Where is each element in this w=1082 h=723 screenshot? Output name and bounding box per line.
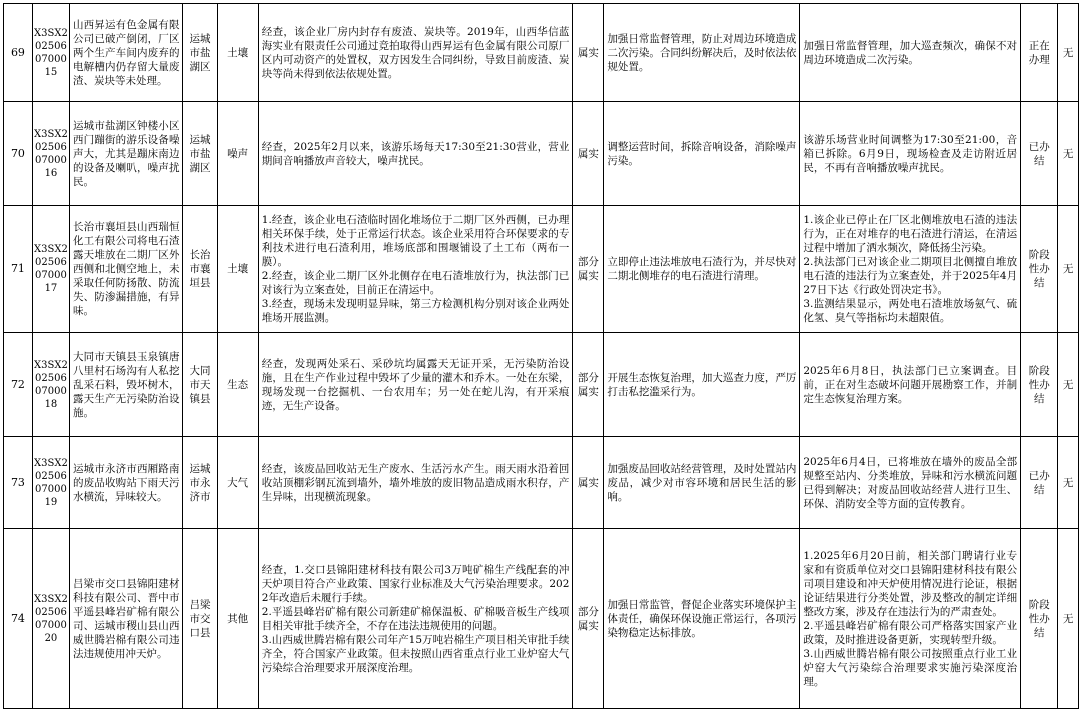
issue-text: 吕梁市交口县锦阳建材科技有限公司、晋中市平遥县峰岩矿棉有限公司、运城市稷山县山西威世腾岩棉有限公司违法违规使用冲天炉。 bbox=[70, 529, 183, 709]
measure-text: 加强日常监管，督促企业落实环境保护主体责任，确保环保设施正常运行，各项污染物稳定达标排放。 bbox=[604, 529, 800, 709]
case-code: X3SX2025060700020 bbox=[32, 529, 69, 709]
measure-text: 调整运营时间，拆除音响设备，消除噪声污染。 bbox=[604, 102, 800, 206]
area: 运城市永济市 bbox=[183, 437, 217, 529]
table-row bbox=[4, 102, 1079, 206]
case-code: X3SX2025060700018 bbox=[32, 333, 69, 437]
progress-text: 加强日常监督管理，加大巡查频次，确保不对周边环境造成二次污染。 bbox=[800, 4, 1021, 102]
category: 其他 bbox=[217, 529, 258, 709]
issue-text: 长治市襄垣县山西瑞恒化工有限公司将电石渣露天堆放在二期厂区外西侧和北侧空地上，未采取任何防扬散、防流失、防渗漏措施，有异味。 bbox=[70, 206, 183, 333]
accountability: 无 bbox=[1058, 206, 1079, 333]
verdict: 部分属实 bbox=[573, 529, 604, 709]
finding-text: 经查，该废品回收站无生产废水、生活污水产生。雨天雨水沿着回收站顶棚彩钢瓦流到墙外，墙外堆放的废旧物品造成雨水积存，产生异味，出现横流现象。 bbox=[258, 437, 573, 529]
category: 大气 bbox=[217, 437, 258, 529]
row-number: 71 bbox=[4, 206, 33, 333]
verdict: 部分属实 bbox=[573, 206, 604, 333]
accountability: 无 bbox=[1058, 437, 1079, 529]
verdict: 属实 bbox=[573, 4, 604, 102]
category: 噪声 bbox=[217, 102, 258, 206]
row-number: 73 bbox=[4, 437, 33, 529]
finding-text: 1.经查，该企业电石渣临时固化堆场位于二期厂区外西侧，已办理相关环保手续，处于正常运行状态。该企业采用符合环保要求的专利技术进行电石渣利用，堆场底部和围堰铺设了土工布（两布一膜）。 2.经查，该企业二期厂区外北侧存在电石渣堆放行为，执法部门已对该行为立案查处，目前正在清运中。 3.经查，现场未发现明显异味，第三方检测机构分别对该企业两处堆场开展监测。 bbox=[258, 206, 573, 333]
row-number: 70 bbox=[4, 102, 33, 206]
finding-text: 经查，发现两处采石、采砂坑均属露天无证开采，无污染防治设施，且在生产作业过程中毁坏了少量的灌木和乔木。一处在东梁，现场发现一台挖掘机、一台农用车；另一处在蛇儿沟，有开采痕迹，无生产设备。 bbox=[258, 333, 573, 437]
table-row bbox=[4, 4, 1079, 102]
row-number: 69 bbox=[4, 4, 33, 102]
status: 阶段性办结 bbox=[1021, 333, 1058, 437]
category: 土壤 bbox=[217, 4, 258, 102]
measure-text: 加强日常监督管理，防止对周边环境造成二次污染。合同纠纷解决后，及时依法依规处置。 bbox=[604, 4, 800, 102]
row-number: 72 bbox=[4, 333, 33, 437]
category: 生态 bbox=[217, 333, 258, 437]
table-row bbox=[4, 529, 1079, 709]
accountability: 无 bbox=[1058, 333, 1079, 437]
area: 长治市襄垣县 bbox=[183, 206, 217, 333]
row-number: 74 bbox=[4, 529, 33, 709]
status: 已办结 bbox=[1021, 437, 1058, 529]
accountability: 无 bbox=[1058, 529, 1079, 709]
table-body bbox=[4, 4, 1079, 709]
category: 土壤 bbox=[217, 206, 258, 333]
case-code: X3SX2025060700017 bbox=[32, 206, 69, 333]
verdict: 属实 bbox=[573, 437, 604, 529]
accountability: 无 bbox=[1058, 102, 1079, 206]
issue-text: 大同市天镇县玉泉镇唐八里村石场沟有人私挖乱采石料，毁坏树木，露天生产无污染防治设施。 bbox=[70, 333, 183, 437]
progress-text: 1.该企业已停止在厂区北侧堆放电石渣的违法行为，正在对堆存的电石渣进行清运，在清运过程中增加了洒水频次，降低扬尘污染。 2.执法部门已对该企业二期项目北侧擅自堆放电石渣的违法行为立案查处，并于2025年4月27日下达《行政处罚决定书》。 3.监测结果显示，两处电石渣堆放场氨气、硫化氢、臭气等指标均未超限值。 bbox=[800, 206, 1021, 333]
finding-text: 经查，2025年2月以来，该游乐场每天17:30至21:30营业，营业期间音响播放声音较大，噪声扰民。 bbox=[258, 102, 573, 206]
case-code: X3SX2025060700019 bbox=[32, 437, 69, 529]
table-row bbox=[4, 206, 1079, 333]
measure-text: 立即停止违法堆放电石渣行为，并尽快对二期北侧堆存的电石渣进行清理。 bbox=[604, 206, 800, 333]
progress-text: 2025年6月8日，执法部门已立案调查。目前，正在对生态破坏问题开展勘察工作，并制定生态恢复治理方案。 bbox=[800, 333, 1021, 437]
area: 大同市天镇县 bbox=[183, 333, 217, 437]
progress-text: 该游乐场营业时间调整为17:30至21:00，音箱已拆除。6月9日，现场检查及走访附近居民，不再有音响播放噪声扰民。 bbox=[800, 102, 1021, 206]
status: 正在办理 bbox=[1021, 4, 1058, 102]
issue-text: 运城市盐湖区钟楼小区西门蹦街的游乐设备噪声大，尤其是蹦床南边的设备及喇叭，噪声扰民。 bbox=[70, 102, 183, 206]
measure-text: 加强废品回收站经营管理，及时处置站内废品，减少对市容环境和居民生活的影响。 bbox=[604, 437, 800, 529]
case-code: X3SX2025060700016 bbox=[32, 102, 69, 206]
area: 吕梁市交口县 bbox=[183, 529, 217, 709]
accountability: 无 bbox=[1058, 4, 1079, 102]
measure-text: 开展生态恢复治理，加大巡查力度，严厉打击私挖滥采行为。 bbox=[604, 333, 800, 437]
progress-text: 2025年6月4日，已将堆放在墙外的废品全部规整至站内、分类堆放，异味和污水横流问题已得到解决；对废品回收站经营人进行卫生、环保、消防安全等方面的宣传教育。 bbox=[800, 437, 1021, 529]
area: 运城市盐湖区 bbox=[183, 4, 217, 102]
table-row bbox=[4, 333, 1079, 437]
status: 已办结 bbox=[1021, 102, 1058, 206]
finding-text: 经查，该企业厂房内封存有废渣、炭块等。2019年，山西华信蓝海实业有限责任公司通过竞拍取得山西昇运有色金属有限公司原厂区内可动资产的处置权，双方因发生合同纠纷，导致目前废渣、炭块等尚未得到依法依规处置。 bbox=[258, 4, 573, 102]
area: 运城市盐湖区 bbox=[183, 102, 217, 206]
status: 阶段性办结 bbox=[1021, 206, 1058, 333]
case-code: X3SX2025060700015 bbox=[32, 4, 69, 102]
issue-text: 山西昇运有色金属有限公司已破产倒闭，厂区两个生产车间内废弃的电解槽内仍存留大量废渣、炭块等未处理。 bbox=[70, 4, 183, 102]
status: 阶段性办结 bbox=[1021, 529, 1058, 709]
finding-text: 经查，1.交口县锦阳建材科技有限公司3万吨矿棉生产线配套的冲天炉项目符合产业政策、国家行业标准及大气污染治理要求。2022年改造后未履行手续。 2.平遥县峰岩矿棉有限公司新建矿棉保温板、矿棉吸音板生产线项目相关审批手续齐全，不存在违法违规使用的问题。 3.山西威世腾岩棉有限公司年产15万吨岩棉生产项目相关审批手续齐全，符合国家产业政策。但未按照山西省重点行业工业炉窑大气污染综合治理要求开展深度治理。 bbox=[258, 529, 573, 709]
verdict: 部分属实 bbox=[573, 333, 604, 437]
issue-text: 运城市永济市西厢路南的废品收购站下雨天污水横流，异味较大。 bbox=[70, 437, 183, 529]
progress-text: 1.2025年6月20日前，相关部门聘请行业专家和有资质单位对交口县锦阳建材科技有限公司项目建设和冲天炉使用情况进行论证，根据论证结果进行分类处置，涉及整改的制定详细整改方案，涉及存在违法行为的严肃查处。 2.平遥县峰岩矿棉有限公司严格落实国家产业政策，及时推进设备更新，实现转型升级。 3.山西威世腾岩棉有限公司按照重点行业工业炉窑大气污染综合治理要求实施污染深度治理。 bbox=[800, 529, 1021, 709]
verdict: 属实 bbox=[573, 102, 604, 206]
petition-table bbox=[3, 3, 1079, 709]
table-row bbox=[4, 437, 1079, 529]
